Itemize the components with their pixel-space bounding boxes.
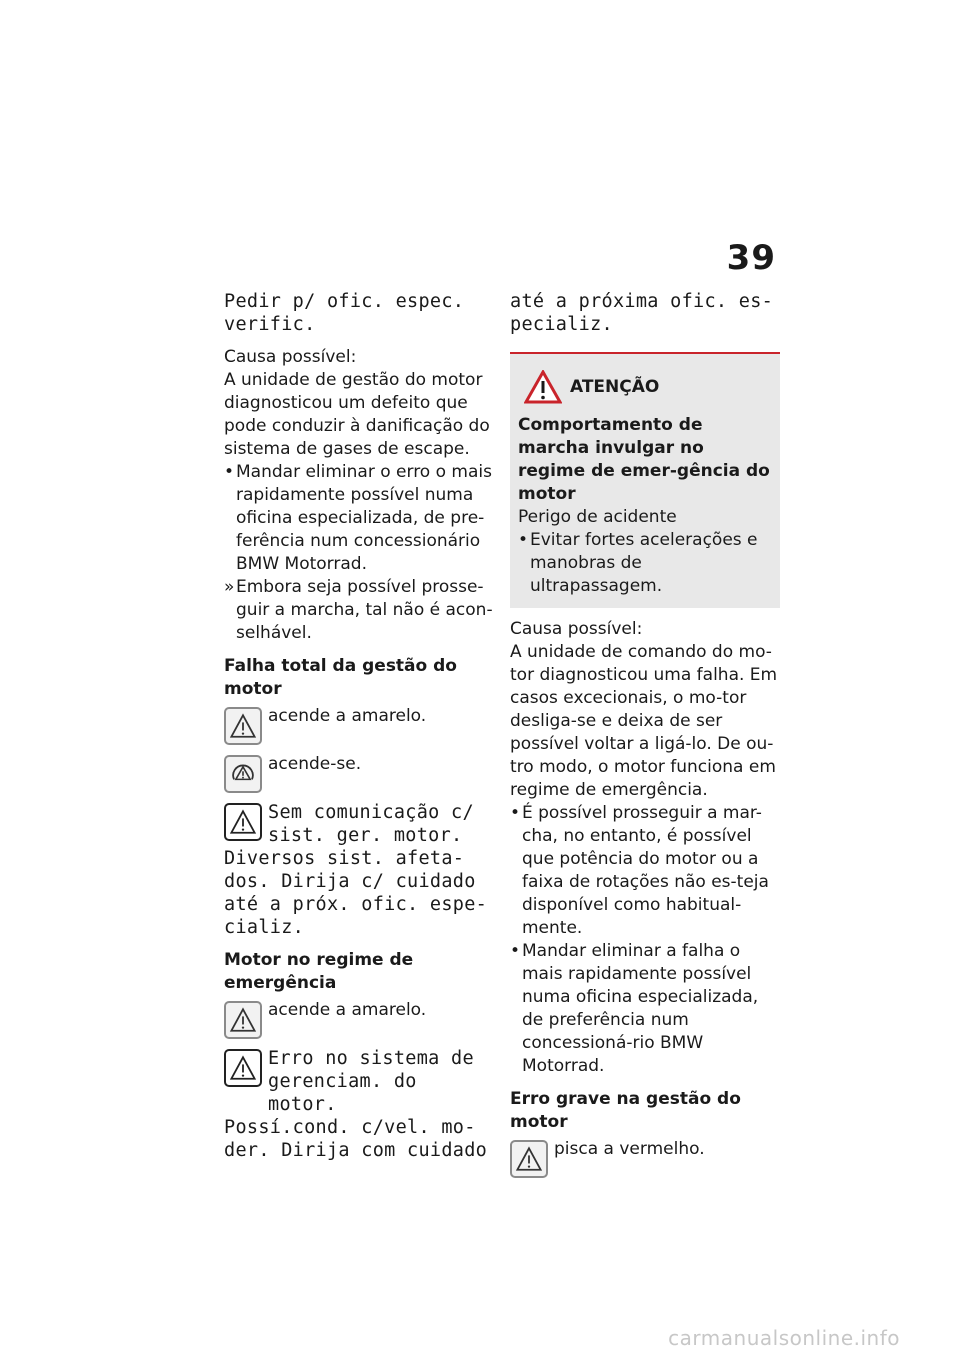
warning-title: ATENÇÃO	[570, 377, 660, 397]
display-message: Pedir p/ ofic. espec. verific.	[224, 291, 465, 335]
indicator-row	[224, 999, 494, 1043]
section-heading: Falha total da gestão do motor	[224, 656, 457, 699]
bullet-dot-icon: •	[518, 530, 529, 550]
section-heading: Motor no regime de emergência	[224, 950, 414, 993]
warning-triangle-icon	[224, 707, 262, 745]
indicator-row	[224, 753, 494, 797]
list-item: » Embora seja possível prosse-guir a marcha, tal não é acon-selhável.	[224, 577, 493, 643]
list-item: • Mandar eliminar a falha o mais rapidamente possível numa oficina especializada, de preferência num concessioná-rio BMW Motorrad.	[510, 941, 759, 1076]
arrow-result-icon: »	[224, 577, 235, 597]
page-number: 39	[726, 238, 776, 278]
right-column	[510, 290, 780, 1182]
cause-text: A unidade de comando do mo-tor diagnosticou uma falha. Em casos excecionais, o mo-tor desliga-se e deixa de ser possível voltar a ligá-lo. De ou-tro modo, o motor funciona em regime de emergência.	[510, 642, 778, 800]
display-message: até a próxima ofic. es- pecializ.	[510, 291, 774, 335]
indicator-text: acende-se.	[268, 754, 362, 774]
cause-label: Causa possível:	[224, 347, 357, 367]
warning-header	[524, 370, 772, 404]
warning-triangle-icon	[524, 370, 562, 404]
bullet-dot-icon: •	[510, 941, 521, 961]
bullet-dot-icon: •	[224, 462, 235, 482]
left-column	[224, 290, 494, 1162]
warning-triangle-icon	[224, 1049, 262, 1087]
list-item: • Evitar fortes acelerações e manobras de ultrapassagem.	[518, 530, 758, 596]
display-message: Diversos sist. afeta- dos. Dirija c/ cuidado até a próx. ofic. espe- cializ.	[224, 848, 488, 938]
display-message: Possí.cond. c/vel. mo- der. Dirija com cuidado	[224, 1117, 488, 1161]
indicator-text: acende a amarelo.	[268, 1000, 427, 1020]
section-heading: Erro grave na gestão do motor	[510, 1089, 741, 1132]
warning-heading: Comportamento de marcha invulgar no regime de emer-gência do motor	[518, 415, 770, 504]
indicator-text: acende a amarelo.	[268, 706, 427, 726]
warning-circle-arrows-icon	[224, 755, 262, 793]
warning-box	[510, 352, 780, 608]
warning-triangle-icon	[510, 1140, 548, 1178]
indicator-text: pisca a vermelho.	[554, 1139, 705, 1159]
indicator-row	[224, 1047, 494, 1116]
warning-triangle-icon	[224, 803, 262, 841]
indicator-row	[224, 801, 494, 847]
indicator-row	[224, 705, 494, 749]
display-message: Erro no sistema de gerenciam. do motor.	[268, 1048, 474, 1115]
bullet-dot-icon: •	[510, 803, 521, 823]
watermark-footer: carmanualsonline.info	[668, 1326, 900, 1350]
display-message: Sem comunicação c/ sist. ger. motor.	[268, 802, 474, 846]
cause-label: Causa possível:	[510, 619, 643, 639]
warning-triangle-icon	[224, 1001, 262, 1039]
cause-text: A unidade de gestão do motor diagnosticou um defeito que pode conduzir à danificação do sistema de gases de escape.	[224, 370, 490, 459]
warning-text: Perigo de acidente	[518, 507, 677, 527]
list-item: • É possível prosseguir a mar-cha, no entanto, é possível que potência do motor ou a faixa de rotações não es-teja disponível como habitual-mente.	[510, 803, 769, 938]
indicator-row	[510, 1138, 780, 1182]
list-item: • Mandar eliminar o erro o mais rapidamente possível numa oficina especializada, de pre-ferência num concessionário BMW Motorrad.	[224, 462, 492, 574]
